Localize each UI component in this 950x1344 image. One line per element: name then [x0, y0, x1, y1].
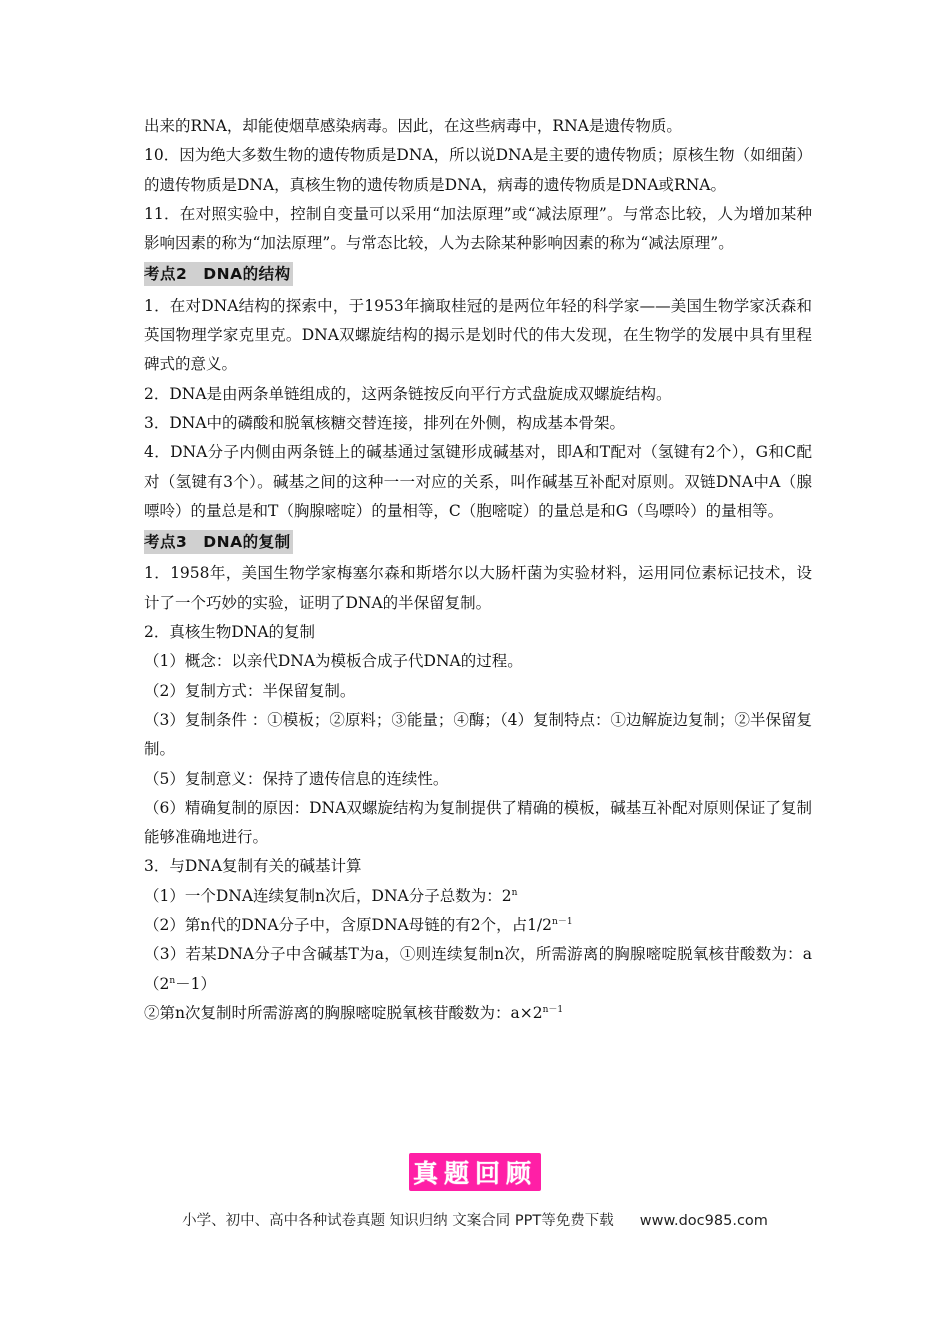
exponent: n－1	[552, 917, 573, 928]
formula-line	[144, 999, 812, 1028]
footer-text: 小学、初中、高中各种试卷真题 知识归纳 文案合同 PPT等免费下载	[182, 1213, 614, 1229]
page-footer	[0, 1209, 950, 1230]
footer-url[interactable]: www.doc985.com	[639, 1213, 768, 1229]
paragraph: 4．DNA分子内侧由两条链上的碱基通过氢键形成碱基对，即A和T配对（氢键有2个），G和C配对（氢键有3个）。碱基之间的这种一一对应的关系，叫作碱基互补配对原则。双链DNA中A（腺嘌呤）的量总是和T（胸腺嘧啶）的量相等，C（胞嘧啶）的量总是和G（鸟嘌呤）的量相等。	[144, 443, 812, 520]
paragraph: （1）概念：以亲代DNA为模板合成子代DNA的过程。	[144, 652, 523, 671]
review-banner-label: 真题回顾	[412, 1159, 537, 1188]
formula-text: （2）第n代的DNA分子中，含原DNA母链的有2个，占1/2	[144, 916, 553, 935]
exponent: n	[169, 975, 176, 986]
paragraph: 11．在对照实验中，控制自变量可以采用“加法原理”或“减法原理”。与常态比较，人为增加某种影响因素的称为“加法原理”。与常态比较，人为去除某种影响因素的称为“减法原理”。	[144, 204, 812, 253]
paragraph: 3．DNA中的磷酸和脱氧核糖交替连接，排列在外侧，构成基本骨架。	[144, 413, 626, 432]
paragraph: （2）复制方式：半保留复制。	[144, 681, 356, 700]
formula-text: －1）	[175, 974, 217, 993]
formula-text: ②第n次复制时所需游离的胸腺嘧啶脱氧核苷酸数为：a×2	[144, 1003, 543, 1022]
paragraph: （3）复制条件 ：①模板；②原料；③能量；④酶；（4）复制特点：①边解旋边复制；②半保留复制。	[144, 710, 812, 759]
section-heading-dna-structure: 考点2 DNA的结构	[144, 262, 293, 286]
paragraph: 3．与DNA复制有关的碱基计算	[144, 857, 362, 876]
paragraph: 出来的RNA，却能使烟草感染病毒。因此，在这些病毒中，RNA是遗传物质。	[144, 117, 682, 135]
formula-text: （3）若某DNA分子中含碱基T为a，①则连续复制n次，所需游离的胸腺嘧啶脱氧核苷酸数为：a（2	[144, 945, 812, 993]
formula-text: （1）一个DNA连续复制n次后，DNA分子总数为：2	[144, 886, 512, 905]
paragraph: 1．1958年，美国生物学家梅塞尔森和斯塔尔以大肠杆菌为实验材料，运用同位素标记技术，设计了一个巧妙的实验，证明了DNA的半保留复制。	[144, 564, 812, 612]
section-heading-dna-replication: 考点3 DNA的复制	[144, 530, 293, 554]
exponent: n	[511, 887, 518, 898]
paragraph: 2．DNA是由两条单链组成的，这两条链按反向平行方式盘旋成双螺旋结构。	[144, 384, 672, 403]
formula-line	[144, 911, 812, 940]
paragraph: 1．在对DNA结构的探索中，于1953年摘取桂冠的是两位年轻的科学家——美国生物学家沃森和英国物理学家克里克。DNA双螺旋结构的揭示是划时代的伟大发现，在生物学的发展中具有里程碑式的意义。	[144, 296, 812, 374]
paragraph: 2．真核生物DNA的复制	[144, 623, 316, 642]
exponent: n－1	[542, 1004, 564, 1015]
formula-line	[144, 882, 812, 911]
paragraph: 10．因为绝大多数生物的遗传物质是DNA，所以说DNA是主要的遗传物质；原核生物（如细菌）的遗传物质是DNA，真核生物的遗传物质是DNA，病毒的遗传物质是DNA或RNA。	[144, 146, 812, 194]
document-body	[144, 112, 812, 1028]
formula-line	[144, 940, 812, 999]
review-banner	[409, 1153, 541, 1191]
paragraph: （5）复制意义：保持了遗传信息的连续性。	[144, 769, 449, 788]
paragraph: （6）精确复制的原因：DNA双螺旋结构为复制提供了精确的模板，碱基互补配对原则保证了复制能够准确地进行。	[144, 798, 812, 847]
